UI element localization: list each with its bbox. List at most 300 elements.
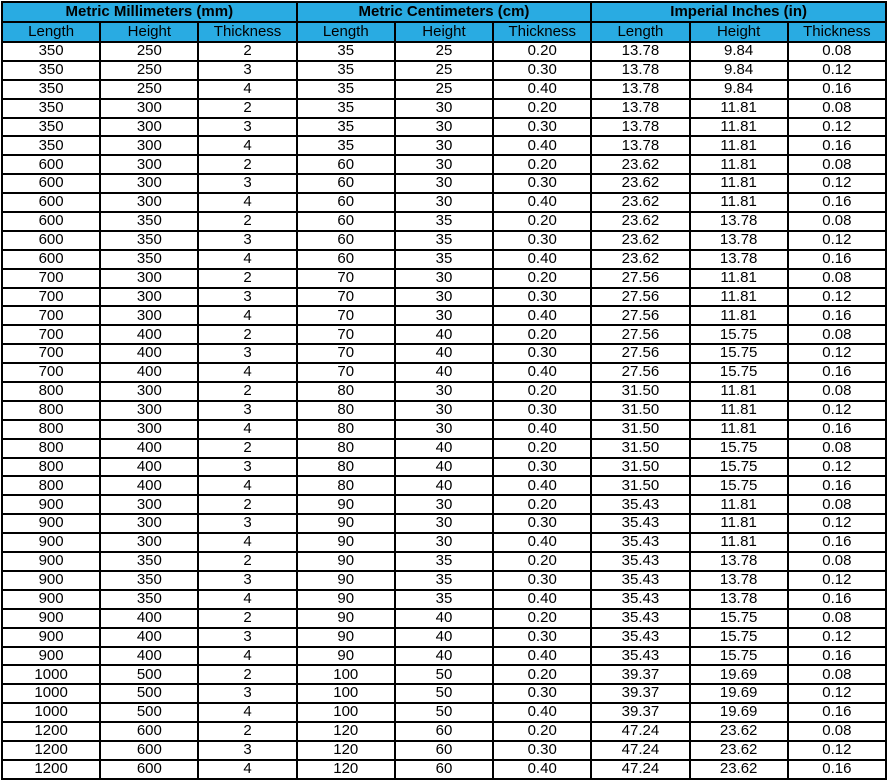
cell: 100 [297, 684, 395, 703]
cell: 15.75 [690, 439, 788, 458]
cell: 30 [395, 420, 493, 439]
cell: 11.81 [690, 495, 788, 514]
cell: 0.30 [493, 61, 591, 80]
table-row [2, 495, 886, 514]
cell: 0.20 [493, 552, 591, 571]
cell: 11.81 [690, 401, 788, 420]
cell: 23.62 [591, 231, 689, 250]
cell: 11.81 [690, 420, 788, 439]
table-row [2, 363, 886, 382]
cell: 0.16 [788, 590, 886, 609]
cell: 3 [198, 571, 296, 590]
cell: 90 [297, 552, 395, 571]
cell: 0.12 [788, 118, 886, 137]
cell: 350 [100, 552, 198, 571]
cell: 600 [100, 760, 198, 779]
cell: 0.20 [493, 155, 591, 174]
cell: 80 [297, 439, 395, 458]
cell: 0.12 [788, 514, 886, 533]
cell: 80 [297, 476, 395, 495]
column-header-cm-length: Length [297, 22, 395, 42]
table-row [2, 401, 886, 420]
table-row [2, 99, 886, 118]
cell: 11.81 [690, 306, 788, 325]
cell: 15.75 [690, 325, 788, 344]
cell: 30 [395, 495, 493, 514]
cell: 400 [100, 344, 198, 363]
cell: 11.81 [690, 99, 788, 118]
cell: 0.16 [788, 80, 886, 99]
cell: 39.37 [591, 665, 689, 684]
cell: 0.20 [493, 609, 591, 628]
cell: 40 [395, 458, 493, 477]
cell: 80 [297, 420, 395, 439]
cell: 600 [2, 174, 100, 193]
table-row [2, 42, 886, 61]
cell: 350 [100, 250, 198, 269]
cell: 80 [297, 382, 395, 401]
cell: 0.16 [788, 363, 886, 382]
cell: 0.12 [788, 628, 886, 647]
cell: 3 [198, 231, 296, 250]
table-row [2, 571, 886, 590]
cell: 0.16 [788, 647, 886, 666]
cell: 4 [198, 420, 296, 439]
cell: 39.37 [591, 703, 689, 722]
cell: 0.08 [788, 99, 886, 118]
cell: 0.12 [788, 174, 886, 193]
cell: 13.78 [591, 99, 689, 118]
cell: 4 [198, 647, 296, 666]
cell: 35.43 [591, 514, 689, 533]
column-header-mm-thickness: Thickness [198, 22, 296, 42]
cell: 15.75 [690, 628, 788, 647]
cell: 1200 [2, 760, 100, 779]
table-row [2, 684, 886, 703]
table-row [2, 231, 886, 250]
cell: 3 [198, 514, 296, 533]
cell: 350 [2, 80, 100, 99]
cell: 90 [297, 533, 395, 552]
cell: 500 [100, 684, 198, 703]
cell: 27.56 [591, 344, 689, 363]
cell: 1200 [2, 741, 100, 760]
table-row [2, 439, 886, 458]
cell: 39.37 [591, 684, 689, 703]
cell: 0.40 [493, 250, 591, 269]
cell: 3 [198, 628, 296, 647]
cell: 0.30 [493, 288, 591, 307]
cell: 13.78 [690, 250, 788, 269]
cell: 0.30 [493, 514, 591, 533]
cell: 400 [100, 458, 198, 477]
cell: 70 [297, 344, 395, 363]
cell: 1000 [2, 703, 100, 722]
cell: 70 [297, 269, 395, 288]
size-conversion-table [1, 1, 887, 780]
cell: 3 [198, 458, 296, 477]
cell: 60 [395, 760, 493, 779]
cell: 2 [198, 439, 296, 458]
cell: 300 [100, 155, 198, 174]
group-header-row [2, 2, 886, 22]
cell: 30 [395, 174, 493, 193]
cell: 4 [198, 193, 296, 212]
cell: 100 [297, 665, 395, 684]
cell: 1000 [2, 665, 100, 684]
cell: 9.84 [690, 42, 788, 61]
cell: 350 [2, 118, 100, 137]
cell: 0.30 [493, 628, 591, 647]
cell: 2 [198, 495, 296, 514]
cell: 350 [100, 571, 198, 590]
cell: 11.81 [690, 118, 788, 137]
cell: 0.30 [493, 118, 591, 137]
cell: 0.40 [493, 760, 591, 779]
cell: 15.75 [690, 344, 788, 363]
cell: 13.78 [591, 136, 689, 155]
cell: 27.56 [591, 363, 689, 382]
cell: 13.78 [591, 80, 689, 99]
cell: 0.08 [788, 269, 886, 288]
cell: 23.62 [690, 760, 788, 779]
cell: 35 [297, 80, 395, 99]
cell: 350 [2, 136, 100, 155]
table-row [2, 476, 886, 495]
cell: 0.08 [788, 552, 886, 571]
column-header-in-thickness: Thickness [788, 22, 886, 42]
cell: 4 [198, 476, 296, 495]
cell: 0.16 [788, 136, 886, 155]
cell: 30 [395, 193, 493, 212]
cell: 9.84 [690, 80, 788, 99]
cell: 0.12 [788, 741, 886, 760]
cell: 900 [2, 647, 100, 666]
column-header-cm-height: Height [395, 22, 493, 42]
cell: 60 [297, 212, 395, 231]
cell: 35.43 [591, 590, 689, 609]
cell: 0.16 [788, 533, 886, 552]
cell: 19.69 [690, 684, 788, 703]
cell: 90 [297, 590, 395, 609]
table-row [2, 250, 886, 269]
cell: 30 [395, 118, 493, 137]
table-row [2, 174, 886, 193]
cell: 35.43 [591, 647, 689, 666]
cell: 30 [395, 269, 493, 288]
cell: 11.81 [690, 136, 788, 155]
cell: 0.20 [493, 269, 591, 288]
table-row [2, 760, 886, 779]
cell: 0.40 [493, 590, 591, 609]
cell: 25 [395, 61, 493, 80]
cell: 19.69 [690, 665, 788, 684]
cell: 400 [100, 609, 198, 628]
table-row [2, 80, 886, 99]
cell: 800 [2, 439, 100, 458]
cell: 70 [297, 325, 395, 344]
cell: 15.75 [690, 476, 788, 495]
cell: 0.40 [493, 476, 591, 495]
cell: 4 [198, 590, 296, 609]
cell: 11.81 [690, 533, 788, 552]
cell: 3 [198, 288, 296, 307]
table-body [2, 42, 886, 779]
cell: 700 [2, 269, 100, 288]
cell: 30 [395, 155, 493, 174]
cell: 0.30 [493, 174, 591, 193]
cell: 0.20 [493, 722, 591, 741]
cell: 25 [395, 80, 493, 99]
cell: 0.08 [788, 609, 886, 628]
cell: 3 [198, 61, 296, 80]
cell: 23.62 [591, 174, 689, 193]
cell: 3 [198, 684, 296, 703]
table-header [2, 2, 886, 42]
cell: 30 [395, 514, 493, 533]
cell: 13.78 [690, 571, 788, 590]
cell: 300 [100, 401, 198, 420]
cell: 300 [100, 306, 198, 325]
table-row [2, 420, 886, 439]
cell: 600 [2, 231, 100, 250]
cell: 35 [395, 212, 493, 231]
cell: 900 [2, 533, 100, 552]
cell: 13.78 [690, 212, 788, 231]
cell: 800 [2, 458, 100, 477]
column-header-row [2, 22, 886, 42]
cell: 300 [100, 514, 198, 533]
cell: 27.56 [591, 269, 689, 288]
cell: 35 [395, 250, 493, 269]
cell: 0.12 [788, 401, 886, 420]
cell: 300 [100, 193, 198, 212]
cell: 2 [198, 552, 296, 571]
cell: 60 [395, 722, 493, 741]
cell: 35.43 [591, 533, 689, 552]
cell: 0.12 [788, 571, 886, 590]
cell: 4 [198, 136, 296, 155]
cell: 23.62 [591, 155, 689, 174]
cell: 15.75 [690, 609, 788, 628]
table-row [2, 647, 886, 666]
cell: 300 [100, 288, 198, 307]
cell: 13.78 [591, 118, 689, 137]
table-row [2, 533, 886, 552]
cell: 0.40 [493, 193, 591, 212]
cell: 30 [395, 306, 493, 325]
cell: 11.81 [690, 514, 788, 533]
cell: 13.78 [690, 552, 788, 571]
cell: 23.62 [591, 193, 689, 212]
cell: 30 [395, 136, 493, 155]
cell: 47.24 [591, 722, 689, 741]
table-row [2, 609, 886, 628]
table-row [2, 552, 886, 571]
cell: 0.12 [788, 684, 886, 703]
cell: 40 [395, 439, 493, 458]
cell: 0.40 [493, 647, 591, 666]
cell: 600 [100, 741, 198, 760]
cell: 50 [395, 665, 493, 684]
cell: 0.12 [788, 231, 886, 250]
cell: 13.78 [591, 61, 689, 80]
cell: 0.30 [493, 684, 591, 703]
cell: 350 [100, 590, 198, 609]
cell: 35.43 [591, 628, 689, 647]
cell: 0.20 [493, 99, 591, 118]
cell: 0.08 [788, 495, 886, 514]
cell: 60 [297, 174, 395, 193]
cell: 50 [395, 684, 493, 703]
cell: 300 [100, 382, 198, 401]
cell: 3 [198, 741, 296, 760]
cell: 0.12 [788, 458, 886, 477]
cell: 0.16 [788, 306, 886, 325]
cell: 250 [100, 80, 198, 99]
cell: 900 [2, 552, 100, 571]
column-header-mm-length: Length [2, 22, 100, 42]
cell: 1000 [2, 684, 100, 703]
cell: 4 [198, 363, 296, 382]
cell: 15.75 [690, 458, 788, 477]
cell: 2 [198, 42, 296, 61]
cell: 400 [100, 439, 198, 458]
table-row [2, 741, 886, 760]
cell: 600 [2, 212, 100, 231]
cell: 0.30 [493, 231, 591, 250]
cell: 4 [198, 250, 296, 269]
cell: 23.62 [591, 250, 689, 269]
cell: 0.16 [788, 476, 886, 495]
table-row [2, 514, 886, 533]
cell: 35.43 [591, 571, 689, 590]
cell: 400 [100, 325, 198, 344]
cell: 40 [395, 325, 493, 344]
cell: 11.81 [690, 288, 788, 307]
cell: 600 [2, 250, 100, 269]
cell: 0.16 [788, 420, 886, 439]
table-row [2, 628, 886, 647]
cell: 35 [297, 99, 395, 118]
column-header-in-height: Height [690, 22, 788, 42]
column-header-mm-height: Height [100, 22, 198, 42]
cell: 60 [297, 231, 395, 250]
cell: 4 [198, 80, 296, 99]
cell: 23.62 [591, 212, 689, 231]
cell: 9.84 [690, 61, 788, 80]
cell: 120 [297, 722, 395, 741]
cell: 2 [198, 722, 296, 741]
cell: 35 [395, 231, 493, 250]
cell: 35.43 [591, 609, 689, 628]
cell: 300 [100, 118, 198, 137]
column-header-cm-thickness: Thickness [493, 22, 591, 42]
cell: 31.50 [591, 439, 689, 458]
cell: 0.16 [788, 703, 886, 722]
cell: 0.40 [493, 703, 591, 722]
cell: 400 [100, 363, 198, 382]
cell: 0.30 [493, 458, 591, 477]
cell: 4 [198, 306, 296, 325]
cell: 300 [100, 420, 198, 439]
cell: 27.56 [591, 288, 689, 307]
cell: 11.81 [690, 193, 788, 212]
cell: 35.43 [591, 552, 689, 571]
cell: 40 [395, 628, 493, 647]
cell: 31.50 [591, 458, 689, 477]
cell: 23.62 [690, 741, 788, 760]
cell: 35 [297, 118, 395, 137]
cell: 15.75 [690, 647, 788, 666]
cell: 2 [198, 99, 296, 118]
cell: 30 [395, 382, 493, 401]
table-row [2, 665, 886, 684]
table-row [2, 382, 886, 401]
cell: 0.08 [788, 42, 886, 61]
table-row [2, 118, 886, 137]
cell: 11.81 [690, 382, 788, 401]
cell: 90 [297, 571, 395, 590]
cell: 2 [198, 155, 296, 174]
cell: 30 [395, 288, 493, 307]
cell: 90 [297, 495, 395, 514]
cell: 0.20 [493, 325, 591, 344]
cell: 19.69 [690, 703, 788, 722]
cell: 120 [297, 741, 395, 760]
table-row [2, 212, 886, 231]
cell: 300 [100, 533, 198, 552]
cell: 3 [198, 344, 296, 363]
cell: 31.50 [591, 420, 689, 439]
cell: 2 [198, 269, 296, 288]
group-header-imperial-in: Imperial Inches (in) [591, 2, 886, 22]
cell: 900 [2, 628, 100, 647]
cell: 35 [395, 590, 493, 609]
cell: 90 [297, 647, 395, 666]
cell: 40 [395, 363, 493, 382]
cell: 800 [2, 476, 100, 495]
cell: 700 [2, 363, 100, 382]
cell: 250 [100, 61, 198, 80]
cell: 600 [100, 722, 198, 741]
cell: 90 [297, 514, 395, 533]
cell: 2 [198, 609, 296, 628]
cell: 27.56 [591, 306, 689, 325]
cell: 2 [198, 665, 296, 684]
cell: 0.20 [493, 495, 591, 514]
cell: 31.50 [591, 382, 689, 401]
cell: 350 [100, 212, 198, 231]
cell: 23.62 [690, 722, 788, 741]
cell: 0.20 [493, 439, 591, 458]
table-row [2, 61, 886, 80]
cell: 90 [297, 628, 395, 647]
cell: 120 [297, 760, 395, 779]
cell: 800 [2, 420, 100, 439]
cell: 350 [2, 42, 100, 61]
table-row [2, 722, 886, 741]
cell: 0.30 [493, 401, 591, 420]
cell: 3 [198, 401, 296, 420]
cell: 40 [395, 344, 493, 363]
cell: 0.08 [788, 722, 886, 741]
group-header-metric-mm: Metric Millimeters (mm) [2, 2, 297, 22]
column-header-in-length: Length [591, 22, 689, 42]
cell: 0.08 [788, 439, 886, 458]
cell: 400 [100, 647, 198, 666]
cell: 11.81 [690, 269, 788, 288]
